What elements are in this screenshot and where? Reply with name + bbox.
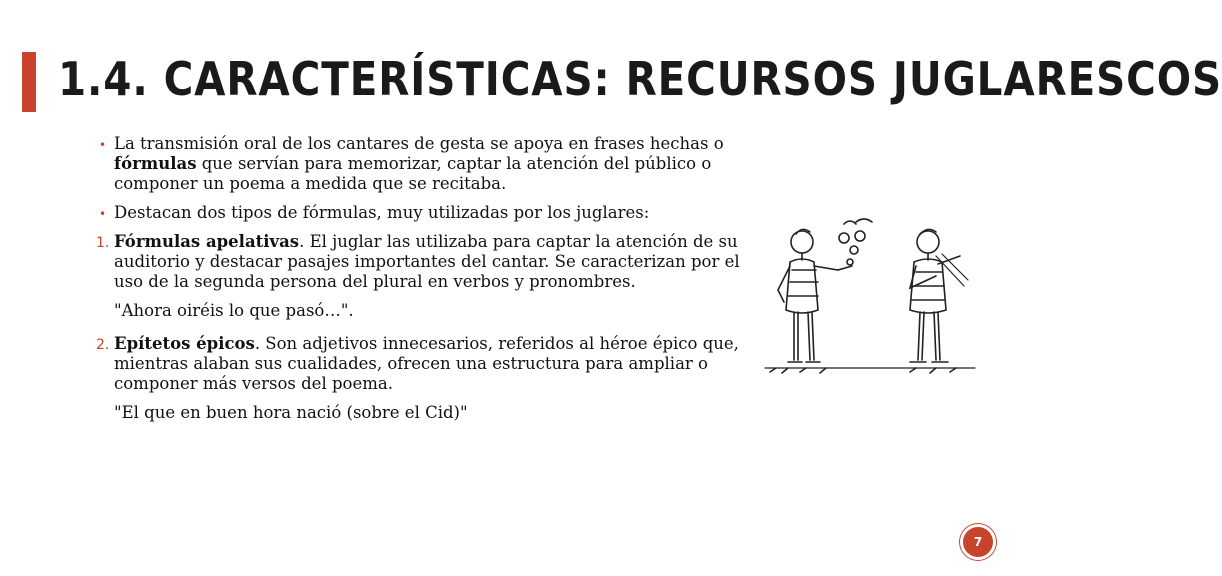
list-item-1 (96, 134, 746, 194)
example-quote-2: "El que en buen hora nació (sobre el Cid)" (114, 403, 468, 422)
item-bold-term: Fórmulas apelativas (114, 232, 300, 251)
number-marker: 1. (96, 235, 110, 251)
page-number-badge: 7 (960, 524, 996, 560)
slide-title: 1.4. CARACTERÍSTICAS: RECURSOS JUGLARESCOS (58, 52, 1222, 106)
number-marker: 2. (96, 337, 110, 353)
numbered-item-1 (96, 232, 746, 292)
slide-content (96, 134, 746, 436)
numbered-item-2 (96, 334, 746, 394)
list-item-2 (96, 203, 746, 223)
example-quote-1: "Ahora oiréis lo que pasó…". (114, 301, 354, 320)
juglares-illustration (760, 210, 980, 380)
item-bold-term: fórmulas (114, 154, 197, 173)
bullet-marker: • (99, 207, 107, 221)
item-text-rest: que servían para memorizar, captar la atención del público o componer un poema a medida que se recitaba. (114, 154, 712, 193)
title-accent-bar (22, 52, 36, 112)
item-text-rest: . Son adjetivos innecesarios, referidos al héroe épico que, mientras alaban sus cualidades, ofrecen una estructura para ampliar o componer más versos del poema. (114, 334, 739, 393)
item-bold-term: Epítetos épicos (114, 334, 255, 353)
item-text: La transmisión oral de los cantares de gesta se apoya en frases hechas o (114, 134, 724, 153)
bullet-marker: • (99, 138, 107, 152)
item-text: Destacan dos tipos de fórmulas, muy utilizadas por los juglares: (114, 203, 650, 222)
item-text-rest: . El juglar las utilizaba para captar la atención de su auditorio y destacar pasajes importantes del cantar. Se caracterizan por el uso de la segunda persona del plural en verbos y pronombres. (114, 232, 740, 291)
